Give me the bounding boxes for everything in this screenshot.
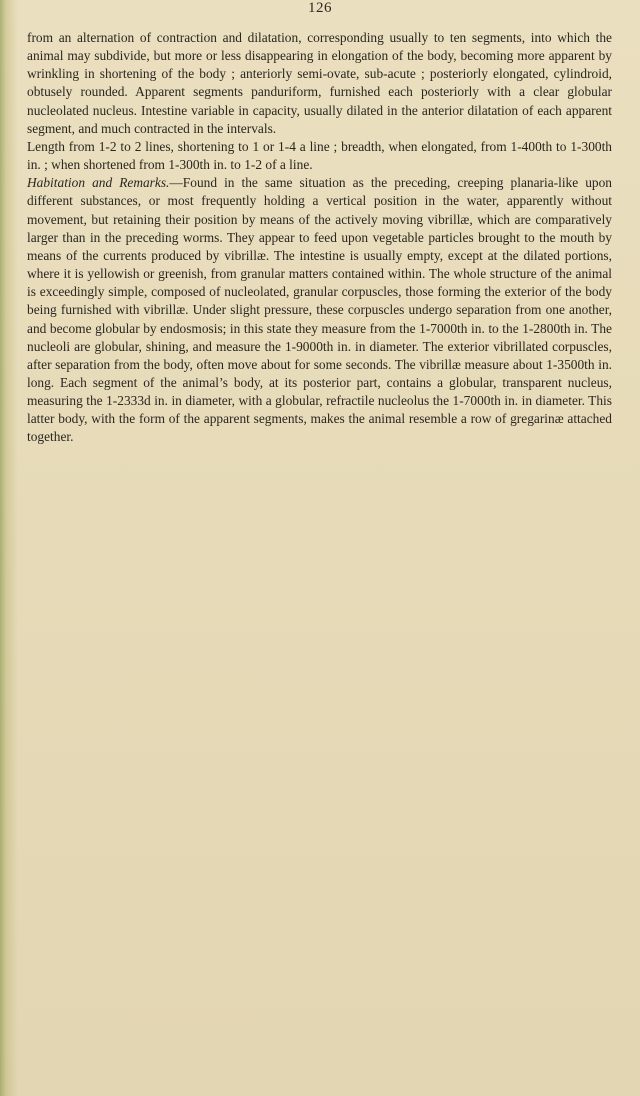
paragraph-description: from an alternation of contraction and dilatation, corresponding usually to ten segments, into which the animal may subdivide, but more or less disappearing in elongation of the body, becoming more apparent by wrinkling in shortening of the body ; anteriorly semi-ovate, sub-acute ; posteriorly elongated, cylindroid, obtusely rounded. Apparent segments panduriform, furnished each posteriorly with a clear globular nucleolated nucleus. Intestine variable in capacity, usually dilated in the anterior dilatation of each apparent segment, and much contracted in the intervals. (27, 30, 612, 136)
paragraph-habitation (27, 174, 612, 446)
paragraph-length: Length from 1-2 to 2 lines, shortening to 1 or 1-4 a line ; breadth, when elongated, from 1-400th to 1-300th in. ; when shortened from 1-300th in. to 1-2 of a line. (27, 138, 612, 173)
body-text (27, 29, 612, 447)
habitation-heading: Habitation and Remarks. (27, 175, 170, 191)
page-number: 126 (308, 0, 332, 16)
habitation-body: —Found in the same situation as the preceding, creeping planaria-like upon different substances, or most frequently holding a vertical position in the water, apparently without movement, but retaining their position by means of the actively moving vibrillæ, which are comparatively larger than in the preceding worms. They appear to feed upon vegetable particles brought to the mouth by means of the currents produced by vibrillæ. The intestine is usually empty, except at the dilated portions, where it is yellowish or greenish, from granular matters contained within. The whole structure of the animal is exceedingly simple, composed of nucleolated, granular corpuscles, those forming the exterior of the body being furnished with vibrillæ. Under slight pressure, these corpuscles undergo separation from one another, and become globular by endosmosis; in this state they measure from the 1-7000th in. to the 1-2800th in. The nucleoli are globular, shining, and measure the 1-9000th in. in diameter. The exterior vibrillated corpuscles, after separation from the body, often move about for some seconds. The vibrillæ measure about 1-3500th in. long. Each segment of the animal’s body, at its posterior part, contains a globular, transparent nucleus, measuring the 1-2333d in. in diameter, with a globular, refractile nucleolus the 1-7000th in. in diameter. This latter body, with the form of the apparent segments, makes the animal resemble a row of gregarinæ attached together. (27, 175, 613, 445)
